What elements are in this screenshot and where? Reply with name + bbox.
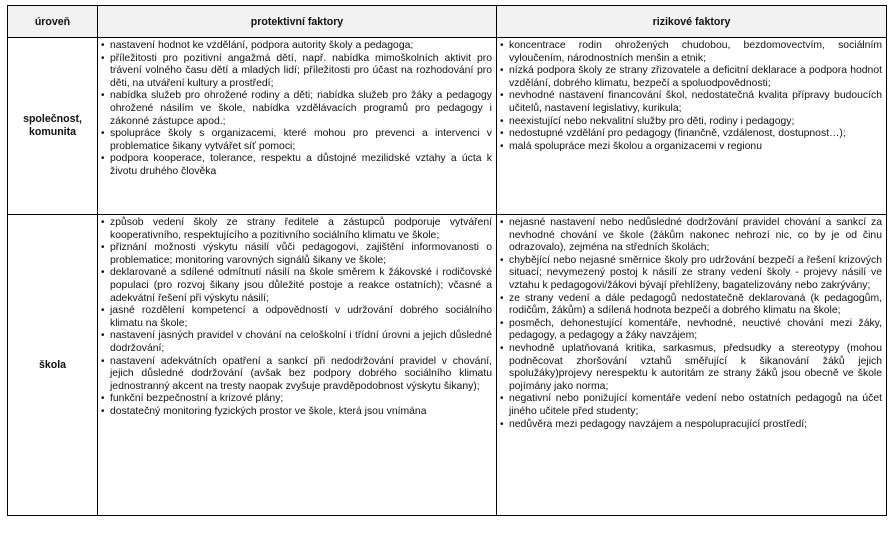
list-item: • nastavení jasných pravidel v chování na celoškolní i třídní úrovni a jejich důsledné dodržování; [110,330,492,355]
list-item: • nedostupné vzdělání pro pedagogy (finančně, vzdálenost, dostupnost…); [509,128,882,141]
list-item: • funkční bezpečnostní a krizové plány; [110,393,492,406]
protective-cell [98,215,497,516]
list-item: • nevhodně uplatňovaná kritika, sarkasmus, předsudky a stereotypy (mohou podněcovat zhoršování vztahů směřující k šikanování žáků jejich spolužáky)projevy nerespektu k autoritám ze strany žáků jsou obecně ve škole pojímány jako norma; [509,343,882,393]
list-item: • koncentrace rodin ohrožených chudobou, bezdomovectvím, sociálním vyloučením, národnostních menšin a etnik; [509,40,882,65]
table-row-society [8,38,887,215]
list-item: • podpora kooperace, tolerance, respektu a důstojné mezilidské vztahy a úcta k životu druhého člověka [110,153,492,178]
header-row [8,6,887,38]
list-item: • nastavení adekvátních opatření a sankcí při nedodržování pravidel v chování, jejich důsledné dodržování (avšak bez podpory dobrého sociálního klimatu jednostranný akcent na tresty naopak zvyšuje pravděpodobnost výskytu šikany); [110,356,492,394]
header-protective: protektivní faktory [98,6,497,38]
list-item: • přiznání možnosti výskytu násilí vůči pedagogovi, zajištění informovanosti o problematice; monitoring varovných signálů šikany ve škole; [110,242,492,267]
level-label: škola [38,358,67,371]
list-item: • příležitosti pro pozitivní angažmá dětí, např. nabídka mimoškolních aktivit pro trávení volného času dětí a mladých lidí; příležitosti pro účast na rozhodování pro děti, na utváření kultury a prostředí; [110,53,492,91]
list-item: • neexistující nebo nekvalitní služby pro děti, rodiny i pedagogy; [509,116,882,129]
list-item: • spolupráce školy s organizacemi, které mohou pro prevenci a intervenci v problematice šikany vytvářet síť pomoci; [110,128,492,153]
list-item: • nízká podpora školy ze strany zřizovatele a deficitní deklarace a podpora hodnot vzdělání, dobrého klimatu, bezpečí a spoluodpovědnosti; [509,65,882,90]
table-row-school [8,215,887,516]
list-item: • negativní nebo ponižující komentáře vedení nebo ostatních pedagogů na účet jiného učitele před studenty; [509,393,882,418]
level-label: společnost, komunita [23,113,82,138]
list-item: • posměch, dehonestující komentáře, nevhodné, neuctivé chování mezi žáky, pedagogy, a pedagogy a žáky navzájem; [509,318,882,343]
risk-list [497,215,886,432]
list-item: • ze strany vedení a dále pedagogů nedostatečně deklarovaná (k pedagogům, rodičům, žákům) a sdílená hodnota bezpečí a dobrého klimatu na škole; [509,293,882,318]
header-level: úroveň [8,6,98,38]
list-item: • chybějící nebo nejasné směrnice školy pro udržování bezpečí a řešení krizových situací; nevymezený postoj k násilí ze strany vedení školy - projevy násilí ve vztahu k pedagogovi/žákovi bývají přehlíženy, bagatelizovány nebo zakrývány; [509,255,882,293]
list-item: • způsob vedení školy ze strany ředitele a zástupců podporuje vytváření kooperativního, respektujícího a pozitivního sociálního klimatu ve škole; [110,217,492,242]
list-item: • nevhodné nastavení financování škol, nedostatečná kvalita přípravy budoucích učitelů, nastavení legislativy, kurikula; [509,90,882,115]
risk-cell [497,215,887,516]
protective-list [98,215,496,420]
level-cell [8,215,98,516]
protective-list [98,38,496,180]
list-item: • jasné rozdělení kompetencí a odpovědností v udržování dobrého sociálního klimatu na škole; [110,305,492,330]
header-risk: rizikové faktory [497,6,887,38]
protective-cell [98,38,497,215]
list-item: • nastavení hodnot ke vzdělání, podpora autority školy a pedagoga; [110,40,492,53]
factors-table [7,5,887,516]
list-item: • deklarované a sdílené odmítnutí násilí na škole směrem k žákovské i rodičovské populaci (pro rozvoj šikany jsou důležité postoje a reakce ostatních); včasné a adekvátní řešení při výskytu násilí; [110,267,492,305]
list-item: • malá spolupráce mezi školou a organizacemi v regionu [509,141,882,154]
list-item: • nedůvěra mezi pedagogy navzájem a nespolupracující prostředí; [509,419,882,432]
risk-list [497,38,886,154]
risk-cell [497,38,887,215]
list-item: • nejasné nastavení nebo nedůsledné dodržování pravidel chování a sankcí za nevhodné chování ve škole (žákům nakonec nehrozí nic, co by je od činu odrazovalo), zejména na středních školách; [509,217,882,255]
level-cell [8,38,98,215]
list-item: • dostatečný monitoring fyzických prostor ve škole, která jsou vnímána [110,406,492,419]
list-item: • nabídka služeb pro ohrožené rodiny a děti; nabídka služeb pro žáky a pedagogy ohrožené násilím ve škole, nabídka vzdělávacích programů pro pedagogy i zákonné zástupce apod.; [110,90,492,128]
